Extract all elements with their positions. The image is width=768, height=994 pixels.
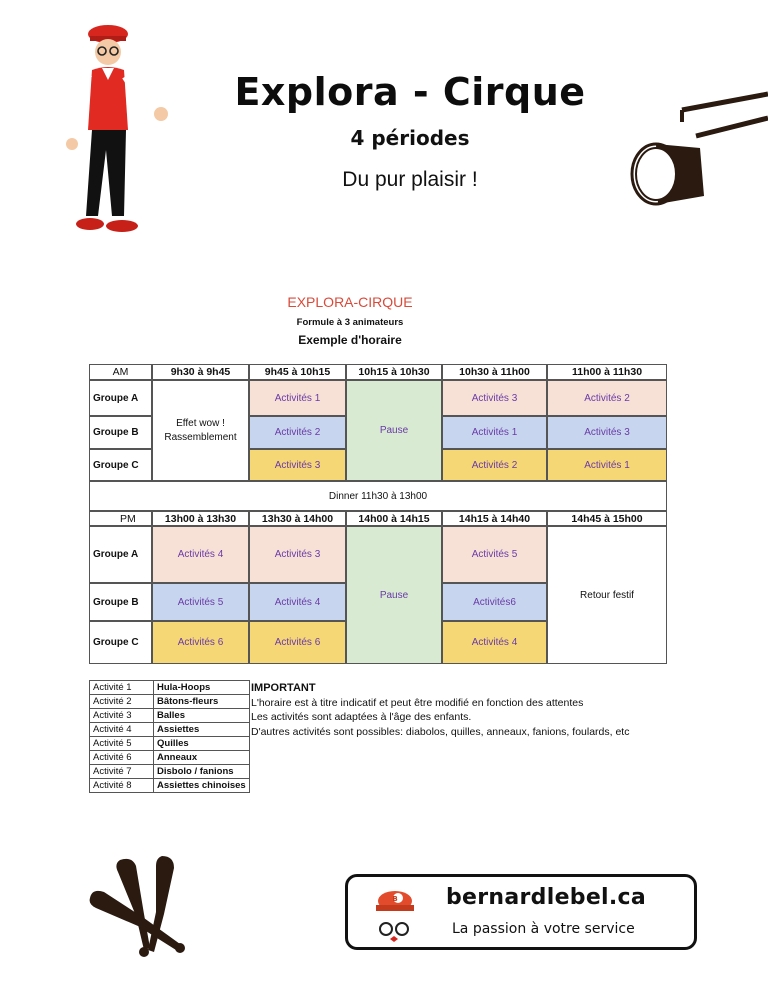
legend-row <box>90 737 250 751</box>
pm-group-c: Groupe C <box>89 621 152 664</box>
juggling-clubs-illustration <box>84 852 194 962</box>
pm-group-b: Groupe B <box>89 583 152 621</box>
brand-box <box>345 874 697 950</box>
legend-value: Anneaux <box>154 751 250 765</box>
legend-key: Activité 6 <box>90 751 154 765</box>
am-a-col5: Activités 2 <box>547 380 667 416</box>
page-title: Explora - Cirque <box>234 70 586 114</box>
brand-tagline: La passion à votre service <box>452 921 635 937</box>
legend-value: Assiettes <box>154 723 250 737</box>
am-a-col4: Activités 3 <box>442 380 547 416</box>
brand-name: bernardlebel.ca <box>446 885 647 910</box>
legend-row <box>90 709 250 723</box>
legend-row <box>90 765 250 779</box>
am-group-a: Groupe A <box>89 380 152 416</box>
spotlight-illustration <box>626 88 768 212</box>
pm-b-col2: Activités 4 <box>249 583 346 621</box>
legend-key: Activité 5 <box>90 737 154 751</box>
am-time-4: 10h30 à 11h00 <box>442 364 547 380</box>
pm-time-1: 13h00 à 13h30 <box>152 511 249 526</box>
pm-closing-cell: Retour festif <box>547 526 667 664</box>
pm-time-3: 14h00 à 14h15 <box>346 511 442 526</box>
legend-row <box>90 695 250 709</box>
schedule-example: Exemple d'horaire <box>298 333 402 347</box>
legend-value: Assiettes chinoises <box>154 779 250 793</box>
pm-c-col4: Activités 4 <box>442 621 547 664</box>
am-time-1: 9h30 à 9h45 <box>152 364 249 380</box>
am-group-b: Groupe B <box>89 416 152 449</box>
pm-label: PM <box>89 511 152 526</box>
legend-row <box>90 751 250 765</box>
pm-time-5: 14h45 à 15h00 <box>547 511 667 526</box>
am-c-col2: Activités 3 <box>249 449 346 481</box>
legend-value: Hula-Hoops <box>154 681 250 695</box>
legend-key: Activité 4 <box>90 723 154 737</box>
pm-a-col4: Activités 5 <box>442 526 547 583</box>
pm-group-a: Groupe A <box>89 526 152 583</box>
pm-b-col1: Activités 5 <box>152 583 249 621</box>
am-group-c: Groupe C <box>89 449 152 481</box>
am-pause-cell: Pause <box>346 380 442 481</box>
notes-line: Les activités sont adaptées à l'âge des enfants. <box>251 711 472 724</box>
legend-row <box>90 681 250 695</box>
brand-logo-letter: B <box>392 895 398 903</box>
legend-row <box>90 779 250 793</box>
notes-line: D'autres activités sont possibles: diabolos, quilles, anneaux, fanions, foulards, etc <box>251 725 630 738</box>
pm-c-col2: Activités 6 <box>249 621 346 664</box>
clown-illustration <box>62 20 174 240</box>
am-c-col4: Activités 2 <box>442 449 547 481</box>
pm-time-2: 13h30 à 14h00 <box>249 511 346 526</box>
pm-a-col2: Activités 3 <box>249 526 346 583</box>
pm-b-col4: Activités6 <box>442 583 547 621</box>
pm-c-col1: Activités 6 <box>152 621 249 664</box>
pm-time-4: 14h15 à 14h40 <box>442 511 547 526</box>
schedule-title: EXPLORA-CIRQUE <box>287 294 413 310</box>
legend-value: Quilles <box>154 737 250 751</box>
legend-value: Disbolo / fanions <box>154 765 250 779</box>
brand-logo-icon <box>368 885 422 945</box>
am-b-col4: Activités 1 <box>442 416 547 449</box>
notes-line: L'horaire est à titre indicatif et peut être modifié en fonction des attentes <box>251 696 584 709</box>
am-time-2: 9h45 à 10h15 <box>249 364 346 380</box>
am-b-col5: Activités 3 <box>547 416 667 449</box>
am-b-col2: Activités 2 <box>249 416 346 449</box>
important-notes <box>251 681 629 739</box>
legend-value: Balles <box>154 709 250 723</box>
notes-heading: IMPORTANT <box>251 682 316 694</box>
activity-legend <box>89 680 250 793</box>
legend-key: Activité 8 <box>90 779 154 793</box>
schedule-table <box>89 364 667 664</box>
lunch-row: Dinner 11h30 à 13h00 <box>89 481 667 511</box>
pm-pause-cell: Pause <box>346 526 442 664</box>
legend-value: Bâtons-fleurs <box>154 695 250 709</box>
legend-key: Activité 3 <box>90 709 154 723</box>
page-subtitle: 4 périodes <box>350 126 470 150</box>
legend-row <box>90 723 250 737</box>
am-time-5: 11h00 à 11h30 <box>547 364 667 380</box>
am-c-col5: Activités 1 <box>547 449 667 481</box>
legend-key: Activité 7 <box>90 765 154 779</box>
am-label: AM <box>89 364 152 380</box>
legend-key: Activité 2 <box>90 695 154 709</box>
am-time-3: 10h15 à 10h30 <box>346 364 442 380</box>
schedule-formula: Formule à 3 animateurs <box>296 317 404 328</box>
pm-a-col1: Activités 4 <box>152 526 249 583</box>
am-a-col2: Activités 1 <box>249 380 346 416</box>
am-welcome-cell: Effet wow ! Rassemblement <box>152 380 249 481</box>
legend-key: Activité 1 <box>90 681 154 695</box>
page-tagline: Du pur plaisir ! <box>342 168 478 191</box>
